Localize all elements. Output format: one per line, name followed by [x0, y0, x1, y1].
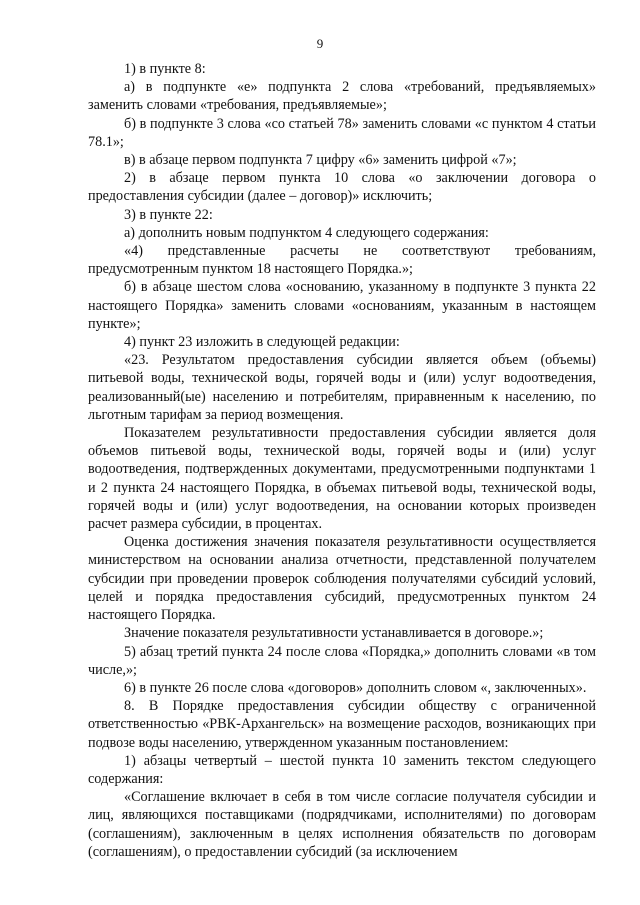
- paragraph: 1) в пункте 8:: [124, 61, 206, 77]
- paragraph: Значение показателя результативности устанавливается в договоре.»;: [124, 625, 544, 642]
- paragraph: 8. В Порядке предоставления субсидии обществу с ограниченной ответственностью «РВК-Архангельск» на возмещение расходов, возникающих при подвозе воды населению, утвержденном указанным постановлением:: [88, 698, 596, 751]
- paragraph: 5) абзац третий пункта 24 после слова «Порядка,» дополнить словами «в том числе,»;: [88, 643, 596, 678]
- paragraph: 6) в пункте 26 после слова «договоров» дополнить словом «, заключенных».: [124, 679, 587, 696]
- paragraph: «Соглашение включает в себя в том числе согласие получателя субсидии и лиц, являющихся поставщиками (подрядчиками, исполнителями) по договорам (соглашениям), заключенным в целях исполнения обязательств по договорам (соглашениям), о предоставлении субсидий (за исключением: [88, 789, 596, 860]
- paragraph: б) в подпункте 3 слова «со статьей 78» заменить словами «с пунктом 4 статьи 78.1»;: [88, 115, 596, 150]
- paragraph: 2) в абзаце первом пункта 10 слова «о заключении договора о предоставления субсидии (далее – договор)» исключить;: [88, 170, 596, 205]
- paragraph: а) дополнить новым подпунктом 4 следующего содержания:: [124, 224, 489, 241]
- paragraph: «4) представленные расчеты не соответствуют требованиям, предусмотренным пунктом 18 настоящего Порядка.»;: [88, 243, 596, 278]
- paragraph: «23. Результатом предоставления субсидии является объем (объемы) питьевой воды, технической воды, горячей воды и (или) услуг водоотведения, реализованный(ые) населению и потребителям, приравненным к населению, по льготным тарифам за период возмещения.: [88, 352, 596, 423]
- paragraph: б) в абзаце шестом слова «основанию, указанному в подпункте 3 пункта 22 настоящего Порядка» заменить словами «основаниям, указанным в настоящем пункте»;: [88, 279, 596, 332]
- paragraph: 3) в пункте 22:: [124, 206, 213, 223]
- paragraph: 1) абзацы четвертый – шестой пункта 10 заменить текстом следующего содержания:: [88, 752, 596, 787]
- page-number: 9: [316, 36, 324, 51]
- paragraph: Показателем результативности предоставления субсидии является доля объемов питьевой воды, технической воды, горячей воды и (или) услуг водоотведения, подтвержденных документами, предусмотренными подпунктами 1 и 2 пункта 24 настоящего Порядка, в объемах питьевой воды, технической воды, горячей воды и (или) услуг водоотведения, на основании которых произведен расчет размера субсидии, в процентах.: [88, 425, 596, 533]
- paragraph: а) в подпункте «е» подпункта 2 слова «требований, предъявляемых» заменить словами «требования, предъявляемые»;: [88, 79, 596, 114]
- paragraph: в) в абзаце первом подпункта 7 цифру «6» заменить цифрой «7»;: [124, 152, 517, 169]
- paragraph: 4) пункт 23 изложить в следующей редакции:: [124, 334, 400, 351]
- paragraph: Оценка достижения значения показателя результативности осуществляется министерством на основании анализа отчетности, представленной получателем субсидии при проведении проверок соблюдения получателями субсидий условий, целей и порядка предоставления субсидий, предусмотренных пунктом 24 настоящего Порядка.: [88, 534, 596, 624]
- document-body: [88, 60, 596, 861]
